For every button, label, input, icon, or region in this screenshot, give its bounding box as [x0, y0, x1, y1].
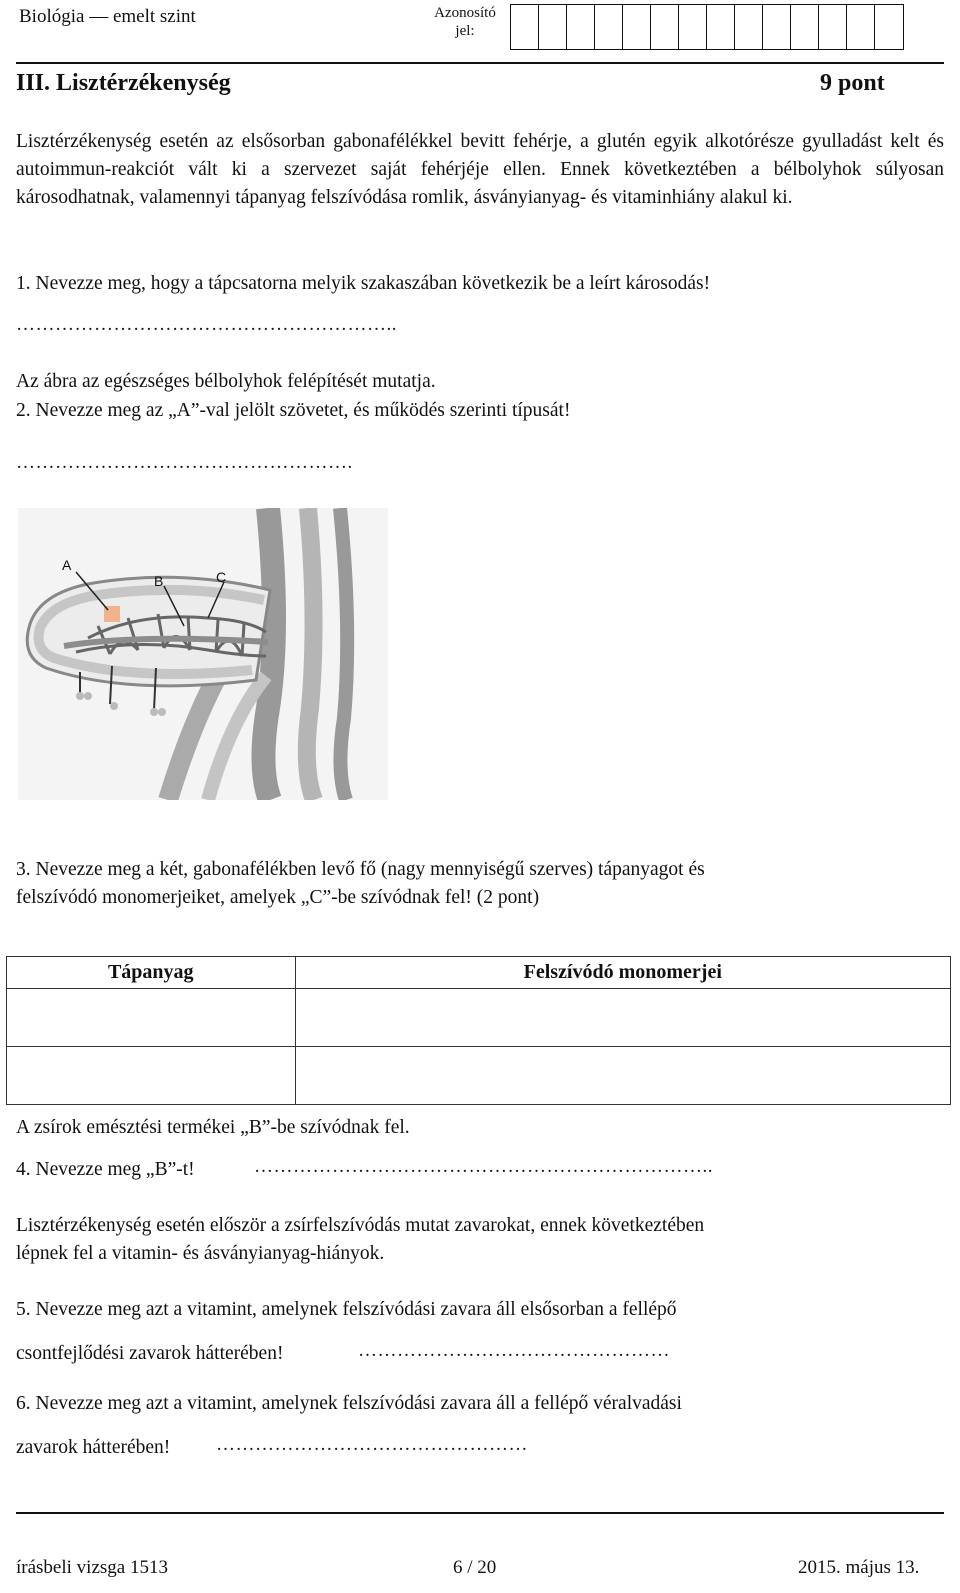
intro-paragraph: Lisztérzékenység esetén az elsősorban gabonafélékkel bevitt fehérje, a glutén egyik alkotórésze gyulladást kelt és autoimmun-reakciót vált ki a szervezet saját fehérjéje ellen. Ennek következtében a bélbolyhok súlyosan károsodhatnak, valamennyi tápanyag felszívódása romlik, ásványianyag- és vitaminhiány alakul ki. — [16, 131, 944, 208]
page-number: 6 / 20 — [453, 1557, 497, 1578]
table-row — [7, 1047, 951, 1105]
header-subject: Biológia — emelt szint — [19, 6, 196, 27]
answer-line-1[interactable]: ………………………………………………….. — [16, 314, 397, 335]
question-3-line1: 3. Nevezze meg a két, gabonafélékben levő fő (nagy mennyiségű szerves) tápanyagot és — [16, 859, 705, 880]
answer-cell[interactable] — [295, 1047, 951, 1105]
id-boxes — [510, 4, 904, 50]
footer-exam-code: írásbeli vizsga 1513 — [16, 1557, 168, 1578]
id-label-line2: jel: — [455, 23, 475, 39]
figure-label-c: C — [216, 569, 227, 585]
question-5-line2: csontfejlődési zavarok hátterében! — [16, 1343, 284, 1364]
paragraph-2-line2: lépnek fel a vitamin- és ásványianyag-hiányok. — [16, 1243, 385, 1264]
question-4: 4. Nevezze meg „B”-t! — [16, 1159, 195, 1180]
figure-label-a: A — [62, 557, 72, 573]
question-5-line1: 5. Nevezze meg azt a vitamint, amelynek felszívódási zavara áll elsősorban a fellépő — [16, 1299, 677, 1320]
header-rule — [16, 62, 944, 64]
question-3-line2: felszívódó monomerjeiket, amelyek „C”-be szívódnak fel! (2 pont) — [16, 887, 540, 908]
answer-line-2[interactable]: ……………………………………………. — [16, 452, 353, 473]
section-points: 9 pont — [820, 70, 885, 96]
answer-line-5[interactable]: ………………………………………… — [358, 1340, 670, 1361]
answer-cell[interactable] — [7, 1047, 296, 1105]
answer-line-4[interactable]: …………………………………………………………….. — [254, 1156, 713, 1177]
table-header-nutrient: Tápanyag — [7, 957, 296, 989]
question-2: 2. Nevezze meg az „A”-val jelölt szövetet, és működés szerinti típusát! — [16, 400, 571, 421]
answer-cell[interactable] — [7, 989, 296, 1047]
footer-rule — [16, 1512, 944, 1514]
table-row — [7, 989, 951, 1047]
table-header-monomers: Felszívódó monomerjei — [295, 957, 951, 989]
villus-figure — [18, 508, 388, 800]
answer-cell[interactable] — [295, 989, 951, 1047]
figure-intro: Az ábra az egészséges bélbolyhok felépítését mutatja. — [16, 371, 436, 392]
question-1: 1. Nevezze meg, hogy a tápcsatorna melyik szakaszában következik be a leírt károsodás! — [16, 273, 711, 294]
question-6-line2: zavarok hátterében! — [16, 1437, 171, 1458]
footer-date: 2015. május 13. — [798, 1557, 920, 1578]
fat-absorption-text: A zsírok emésztési termékei „B”-be szívódnak fel. — [16, 1117, 410, 1138]
id-label — [424, 4, 506, 40]
nutrient-table — [6, 956, 951, 1105]
figure-label-b: B — [154, 573, 164, 589]
paragraph-2-line1: Lisztérzékenység esetén először a zsírfelszívódás mutat zavarokat, ennek következtében — [16, 1215, 705, 1236]
id-label-line1: Azonosító — [434, 5, 496, 21]
answer-line-6[interactable]: ………………………………………… — [216, 1434, 528, 1455]
question-6-line1: 6. Nevezze meg azt a vitamint, amelynek felszívódási zavara áll a fellépő véralvadási — [16, 1393, 682, 1414]
section-title: III. Lisztérzékenység — [16, 70, 231, 96]
